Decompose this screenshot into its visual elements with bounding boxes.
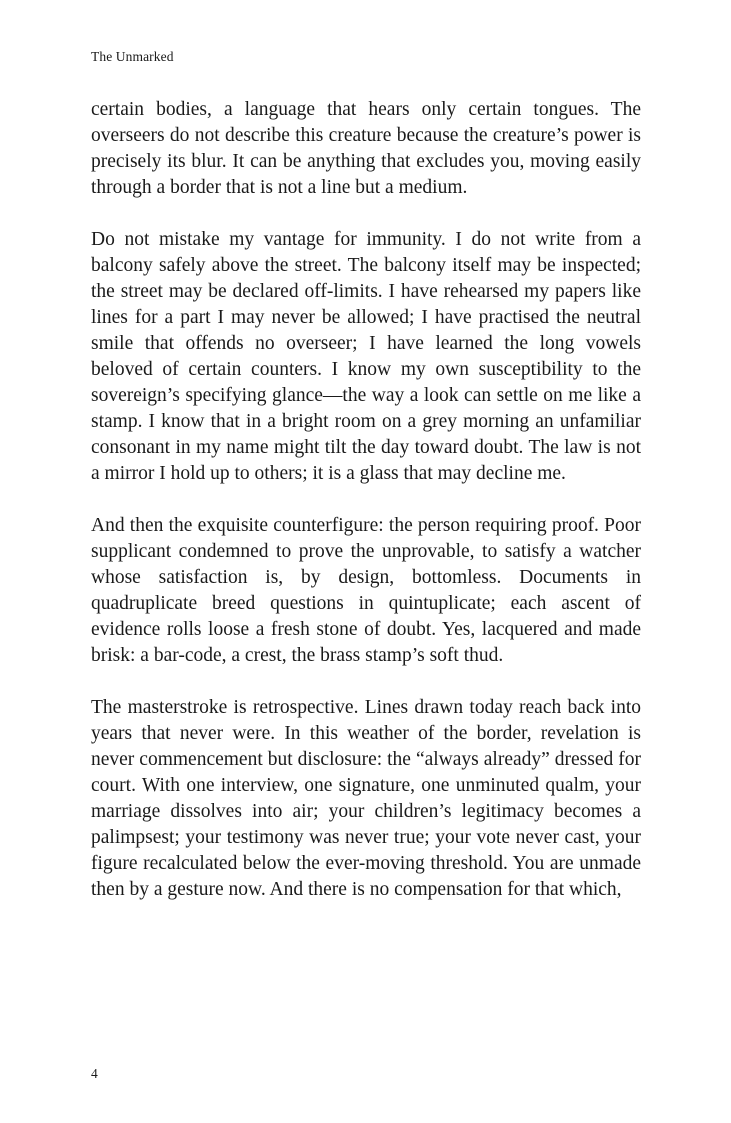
page-number: 4 — [91, 1066, 98, 1081]
body-text — [91, 97, 641, 903]
paragraph: Do not mistake my vantage for immunity. I do not write from a balcony safely above the street. The balcony itself may be inspected; the street may be declared off-limits. I have rehearsed my papers like lines for a part I may never be allowed; I have practised the neutral smile that offends no overseer; I have learned the long vowels beloved of certain counters. I know my own susceptibility to the sovereign’s specifying glance—the way a look can settle on me like a stamp. I know that in a bright room on a grey morning an unfamiliar consonant in my name might tilt the day toward doubt. The law is not a mirror I hold up to others; it is a glass that may decline me. — [91, 229, 641, 484]
running-head: The Unmarked — [91, 49, 174, 64]
paragraph: And then the exquisite counterfigure: the person requiring proof. Poor supplicant condemned to prove the unprovable, to satisfy a watcher whose satisfaction is, by design, bottomless. Documents in quadruplicate breed questions in quintuplicate; each ascent of evidence rolls loose a fresh stone of doubt. Yes, lacquered and made brisk: a bar-code, a crest, the brass stamp’s soft thud. — [91, 515, 641, 666]
paragraph: The masterstroke is retrospective. Lines drawn today reach back into years that never were. In this weather of the border, revelation is never commencement but disclosure: the “always already” dressed for court. With one interview, one signature, one unminuted qualm, your marriage dissolves into air; your children’s legitimacy becomes a palimpsest; your testimony was never true; your vote never cast, your figure recalculated below the ever-moving threshold. You are unmade then by a gesture now. And there is no compensation for that which, — [91, 697, 641, 900]
paragraph: certain bodies, a language that hears only certain tongues. The overseers do not describe this creature because the creature’s power is precisely its blur. It can be anything that excludes you, moving easily through a border that is not a line but a medium. — [91, 99, 641, 198]
